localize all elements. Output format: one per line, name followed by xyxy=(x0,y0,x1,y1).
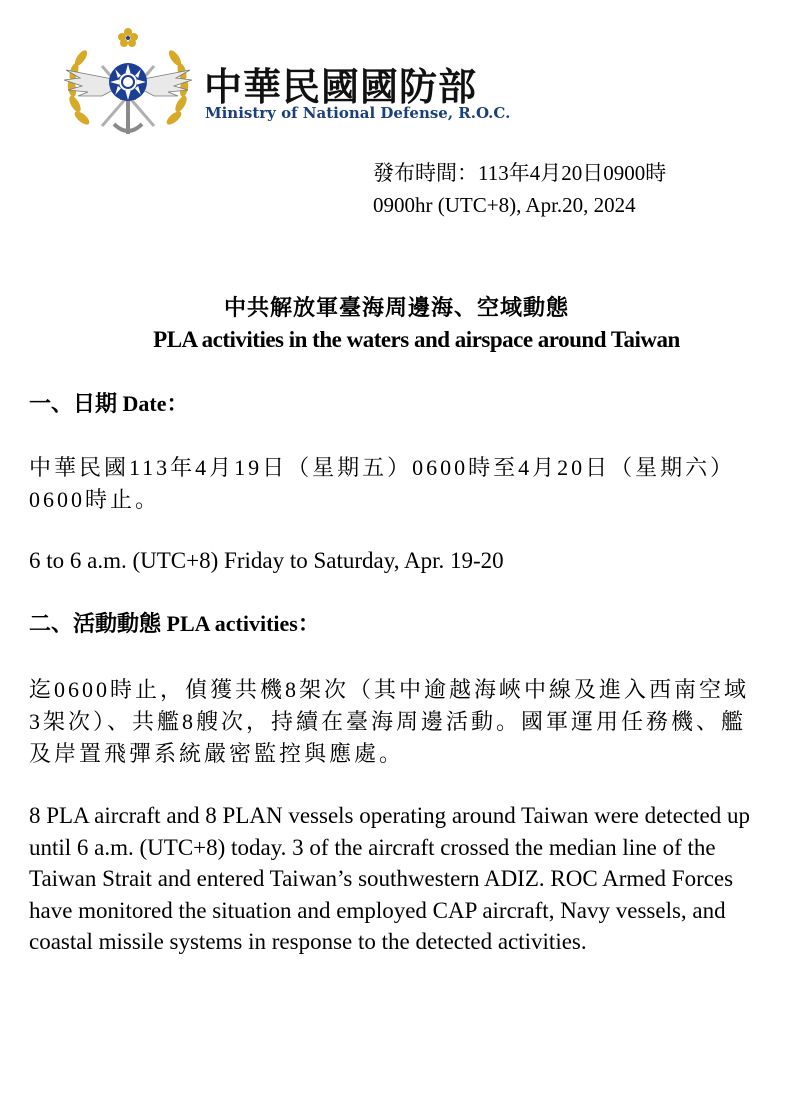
title-en: PLA activities in the waters and airspace around Taiwan xyxy=(153,327,680,352)
section-activities-body-en-block xyxy=(29,800,753,958)
title-zh: 中共解放軍臺海周邊海、空域動態 xyxy=(223,295,569,320)
section-date-body-zh: 中華民國113年4月19日（星期五）0600時至4月20日（星期六）0600時止。 xyxy=(29,455,736,512)
document-title xyxy=(0,292,793,356)
org-name-en: Ministry of National Defense, R.O.C. xyxy=(205,104,511,122)
section-date-body-zh-block xyxy=(29,452,753,516)
section-date-body-en-block xyxy=(29,545,753,577)
section-activities-body-en: 8 PLA aircraft and 8 PLAN vessels operating around Taiwan were detected up until 6 a.m. (UTC+8) today. 3 of the aircraft crossed the median line of the Taiwan Strait and entered Taiwan’s southwestern ADIZ. ROC Armed Forces have monitored the situation and employed CAP aircraft, Navy vessels, and coastal missile systems in response to the detected activities. xyxy=(29,803,750,954)
release-time xyxy=(373,157,666,221)
section-activities-body-zh-block xyxy=(29,674,753,770)
section-date-body-en: 6 to 6 a.m. (UTC+8) Friday to Saturday, Apr. 19-20 xyxy=(29,548,504,573)
header xyxy=(58,26,518,144)
section-activities-heading-block xyxy=(29,608,753,640)
section-activities-body-zh: 迄0600時止，偵獲共機8架次（其中逾越海峽中線及進入西南空域3架次）、共艦8艘次，持續在臺海周邊活動。國軍運用任務機、艦及岸置飛彈系統嚴密監控與應處。 xyxy=(29,677,750,766)
release-time-zh: 發布時間：113年4月20日0900時 xyxy=(373,161,667,185)
section-date-heading-block xyxy=(29,388,753,420)
release-time-en: 0900hr (UTC+8), Apr.20, 2024 xyxy=(373,193,636,217)
section-activities-heading: 二、活動動態 PLA activities： xyxy=(29,611,320,636)
ministry-emblem-icon xyxy=(58,26,198,144)
section-date-heading: 一、日期 Date： xyxy=(29,391,189,416)
org-name-zh: 中華民國國防部 xyxy=(204,65,478,109)
